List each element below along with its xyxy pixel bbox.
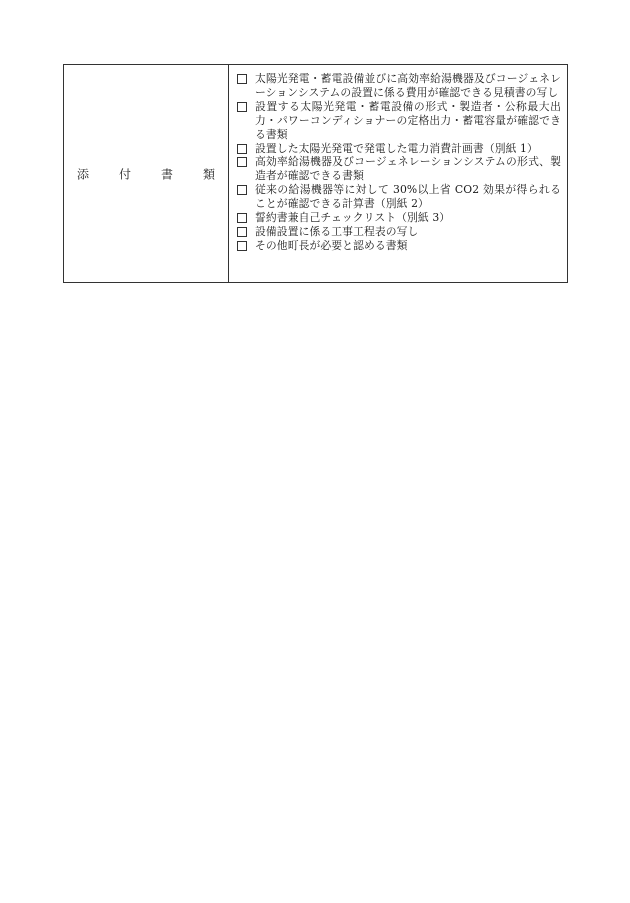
attachments-label-cell [64,65,229,282]
checkbox-icon[interactable] [237,157,247,167]
checkbox-icon[interactable] [237,241,247,251]
label-char-1: 添 [77,167,90,181]
item-text: 誓約書兼自己チェックリスト（別紙 3） [255,211,451,225]
checkbox-icon[interactable] [237,227,247,237]
list-item [237,155,561,183]
attachments-table [63,64,568,283]
item-text: 設置する太陽光発電・蓄電設備の形式・製造者・公称最大出力・パワーコンディショナーの定格出力・蓄電容量が確認できる書類 [255,99,561,141]
item-text: 設備設置に係る工事工程表の写し [255,224,419,238]
attachments-list [229,65,567,282]
checkbox-icon[interactable] [237,74,247,84]
checkbox-icon[interactable] [237,102,247,112]
list-item [237,183,561,211]
list-item [237,211,561,225]
list-item [237,225,561,239]
list-item [237,142,561,156]
item-text: 設置した太陽光発電で発電した電力消費計画書（別紙 1） [255,141,538,155]
item-text: その他町長が必要と認める書類 [255,238,408,252]
list-item [237,239,561,253]
list-item [237,100,561,142]
checkbox-icon[interactable] [237,213,247,223]
item-text: 従来の給湯機器等に対して 30%以上省 CO2 効果が得られることが確認できる計算書（別紙 2） [255,183,561,211]
label-char-4: 類 [202,167,215,181]
item-text: 高効率給湯機器及びコージェネレーションシステムの形式、製造者が確認できる書類 [255,155,561,183]
list-item [237,72,561,100]
checkbox-icon[interactable] [237,185,247,195]
item-text: 太陽光発電・蓄電設備並びに高効率給湯機器及びコージェネレーションシステムの設置に係る費用が確認できる見積書の写し [255,72,561,99]
label-char-2: 付 [118,167,131,181]
attachments-label [64,165,228,182]
label-char-3: 書 [160,167,173,181]
checkbox-icon[interactable] [237,144,247,154]
